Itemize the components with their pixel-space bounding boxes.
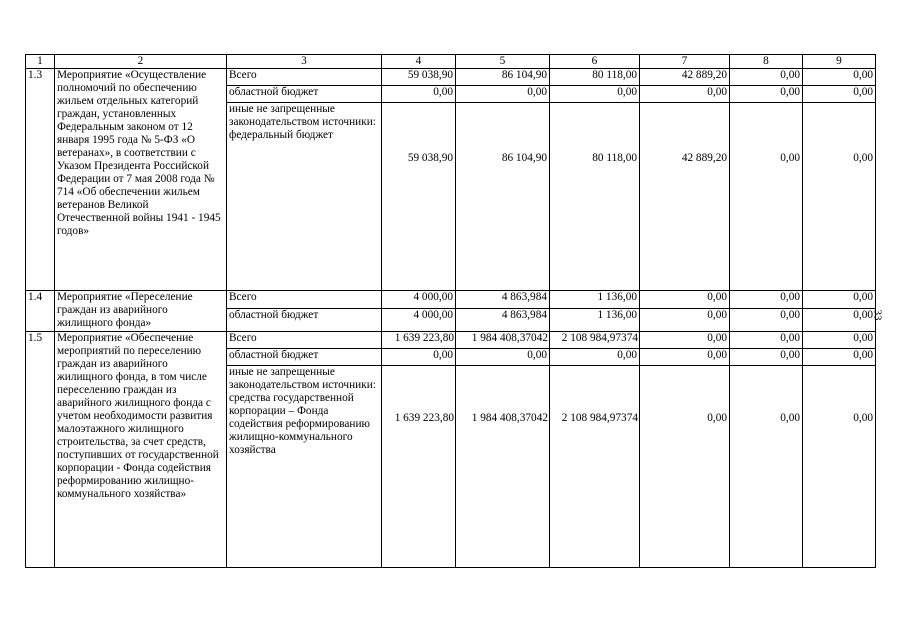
value-cell: 59 038,90 bbox=[382, 69, 456, 86]
table-row bbox=[26, 69, 876, 86]
value-cell: 0,00 bbox=[382, 349, 456, 366]
value-cell: 59 038,90 bbox=[382, 103, 456, 291]
value-cell: 42 889,20 bbox=[640, 69, 730, 86]
funding-source: областной бюджет bbox=[227, 349, 382, 366]
event-description: Мероприятие «Переселение граждан из аварийного жилищного фонда» bbox=[55, 291, 227, 332]
value-cell: 4 000,00 bbox=[382, 291, 456, 309]
column-header: 8 bbox=[730, 55, 803, 69]
value-cell: 0,00 bbox=[730, 366, 803, 568]
value-cell: 0,00 bbox=[803, 86, 876, 103]
value-cell: 80 118,00 bbox=[550, 103, 640, 291]
value-cell: 0,00 bbox=[803, 349, 876, 366]
funding-source: Всего bbox=[227, 69, 382, 86]
value-cell: 80 118,00 bbox=[550, 69, 640, 86]
value-cell: 1 136,00 bbox=[550, 291, 640, 309]
value-cell: 0,00 bbox=[730, 332, 803, 349]
column-header: 2 bbox=[55, 55, 227, 69]
value-cell: 0,00 bbox=[640, 291, 730, 309]
funding-source: иные не запрещенные законодательством источники: средства государственной корпорации – Фонда содействия реформированию жилищно-коммунального хозяйства bbox=[227, 366, 382, 568]
value-cell: 86 104,90 bbox=[456, 103, 550, 291]
value-cell: 0,00 bbox=[803, 69, 876, 86]
funding-source: иные не запрещенные законодательством источники: федеральный бюджет bbox=[227, 103, 382, 291]
value-cell: 0,00 bbox=[456, 86, 550, 103]
event-description: Мероприятие «Обеспечение мероприятий по переселению граждан из аварийного жилищного фонда, в том числе переселению граждан из аварийного жилищного фонда с учетом необходимости развития малоэтажного жилищного строительства, за счет средств, поступивших от государственной корпорации - Фонда содействия реформированию жилищно-коммунального хозяйства» bbox=[55, 332, 227, 568]
value-cell: 0,00 bbox=[640, 349, 730, 366]
header-row bbox=[26, 55, 876, 69]
value-cell: 1 639 223,80 bbox=[382, 366, 456, 568]
funding-source: Всего bbox=[227, 332, 382, 349]
funding-source: Всего bbox=[227, 291, 382, 309]
value-cell: 4 863,984 bbox=[456, 309, 550, 332]
column-header: 3 bbox=[227, 55, 382, 69]
table-row bbox=[26, 332, 876, 349]
value-cell: 86 104,90 bbox=[456, 69, 550, 86]
value-cell: 4 863,984 bbox=[456, 291, 550, 309]
page-number: 33 bbox=[871, 309, 884, 321]
value-cell: 0,00 bbox=[803, 366, 876, 568]
row-number: 1.5 bbox=[26, 332, 55, 568]
column-header: 5 bbox=[456, 55, 550, 69]
value-cell: 0,00 bbox=[550, 86, 640, 103]
value-cell: 0,00 bbox=[803, 291, 876, 309]
value-cell: 0,00 bbox=[640, 332, 730, 349]
event-description: Мероприятие «Осуществление полномочий по обеспечению жильем отдельных категорий граждан, установленных Федеральным законом от 12 января 1995 года № 5-ФЗ «О ветеранах», в соответствии с Указом Президента Российской Федерации от 7 мая 2008 года № 714 «Об обеспечении жильем ветеранов Великой Отечественной войны 1941 - 1945 годов» bbox=[55, 69, 227, 291]
row-number: 1.4 bbox=[26, 291, 55, 332]
value-cell: 4 000,00 bbox=[382, 309, 456, 332]
value-cell: 1 984 408,37042 bbox=[456, 366, 550, 568]
value-cell: 0,00 bbox=[640, 366, 730, 568]
value-cell: 1 136,00 bbox=[550, 309, 640, 332]
value-cell: 0,00 bbox=[550, 349, 640, 366]
value-cell: 0,00 bbox=[730, 349, 803, 366]
column-header: 7 bbox=[640, 55, 730, 69]
value-cell: 0,00 bbox=[640, 86, 730, 103]
column-header: 4 bbox=[382, 55, 456, 69]
value-cell: 0,00 bbox=[803, 103, 876, 291]
value-cell: 1 984 408,37042 bbox=[456, 332, 550, 349]
value-cell: 0,00 bbox=[640, 309, 730, 332]
funding-source: областной бюджет bbox=[227, 86, 382, 103]
column-header: 9 bbox=[803, 55, 876, 69]
value-cell: 0,00 bbox=[730, 86, 803, 103]
value-cell: 2 108 984,97374 bbox=[550, 366, 640, 568]
value-cell: 0,00 bbox=[730, 103, 803, 291]
value-cell: 0,00 bbox=[803, 332, 876, 349]
column-header: 6 bbox=[550, 55, 640, 69]
value-cell: 0,00 bbox=[382, 86, 456, 103]
value-cell: 0,00 bbox=[730, 69, 803, 86]
budget-table bbox=[25, 54, 876, 568]
funding-source: областной бюджет bbox=[227, 309, 382, 332]
value-cell: 0,00 bbox=[803, 309, 876, 332]
value-cell: 0,00 bbox=[456, 349, 550, 366]
value-cell: 42 889,20 bbox=[640, 103, 730, 291]
table-row bbox=[26, 291, 876, 309]
value-cell: 0,00 bbox=[730, 309, 803, 332]
row-number: 1.3 bbox=[26, 69, 55, 291]
column-header: 1 bbox=[26, 55, 55, 69]
value-cell: 0,00 bbox=[730, 291, 803, 309]
value-cell: 1 639 223,80 bbox=[382, 332, 456, 349]
value-cell: 2 108 984,97374 bbox=[550, 332, 640, 349]
